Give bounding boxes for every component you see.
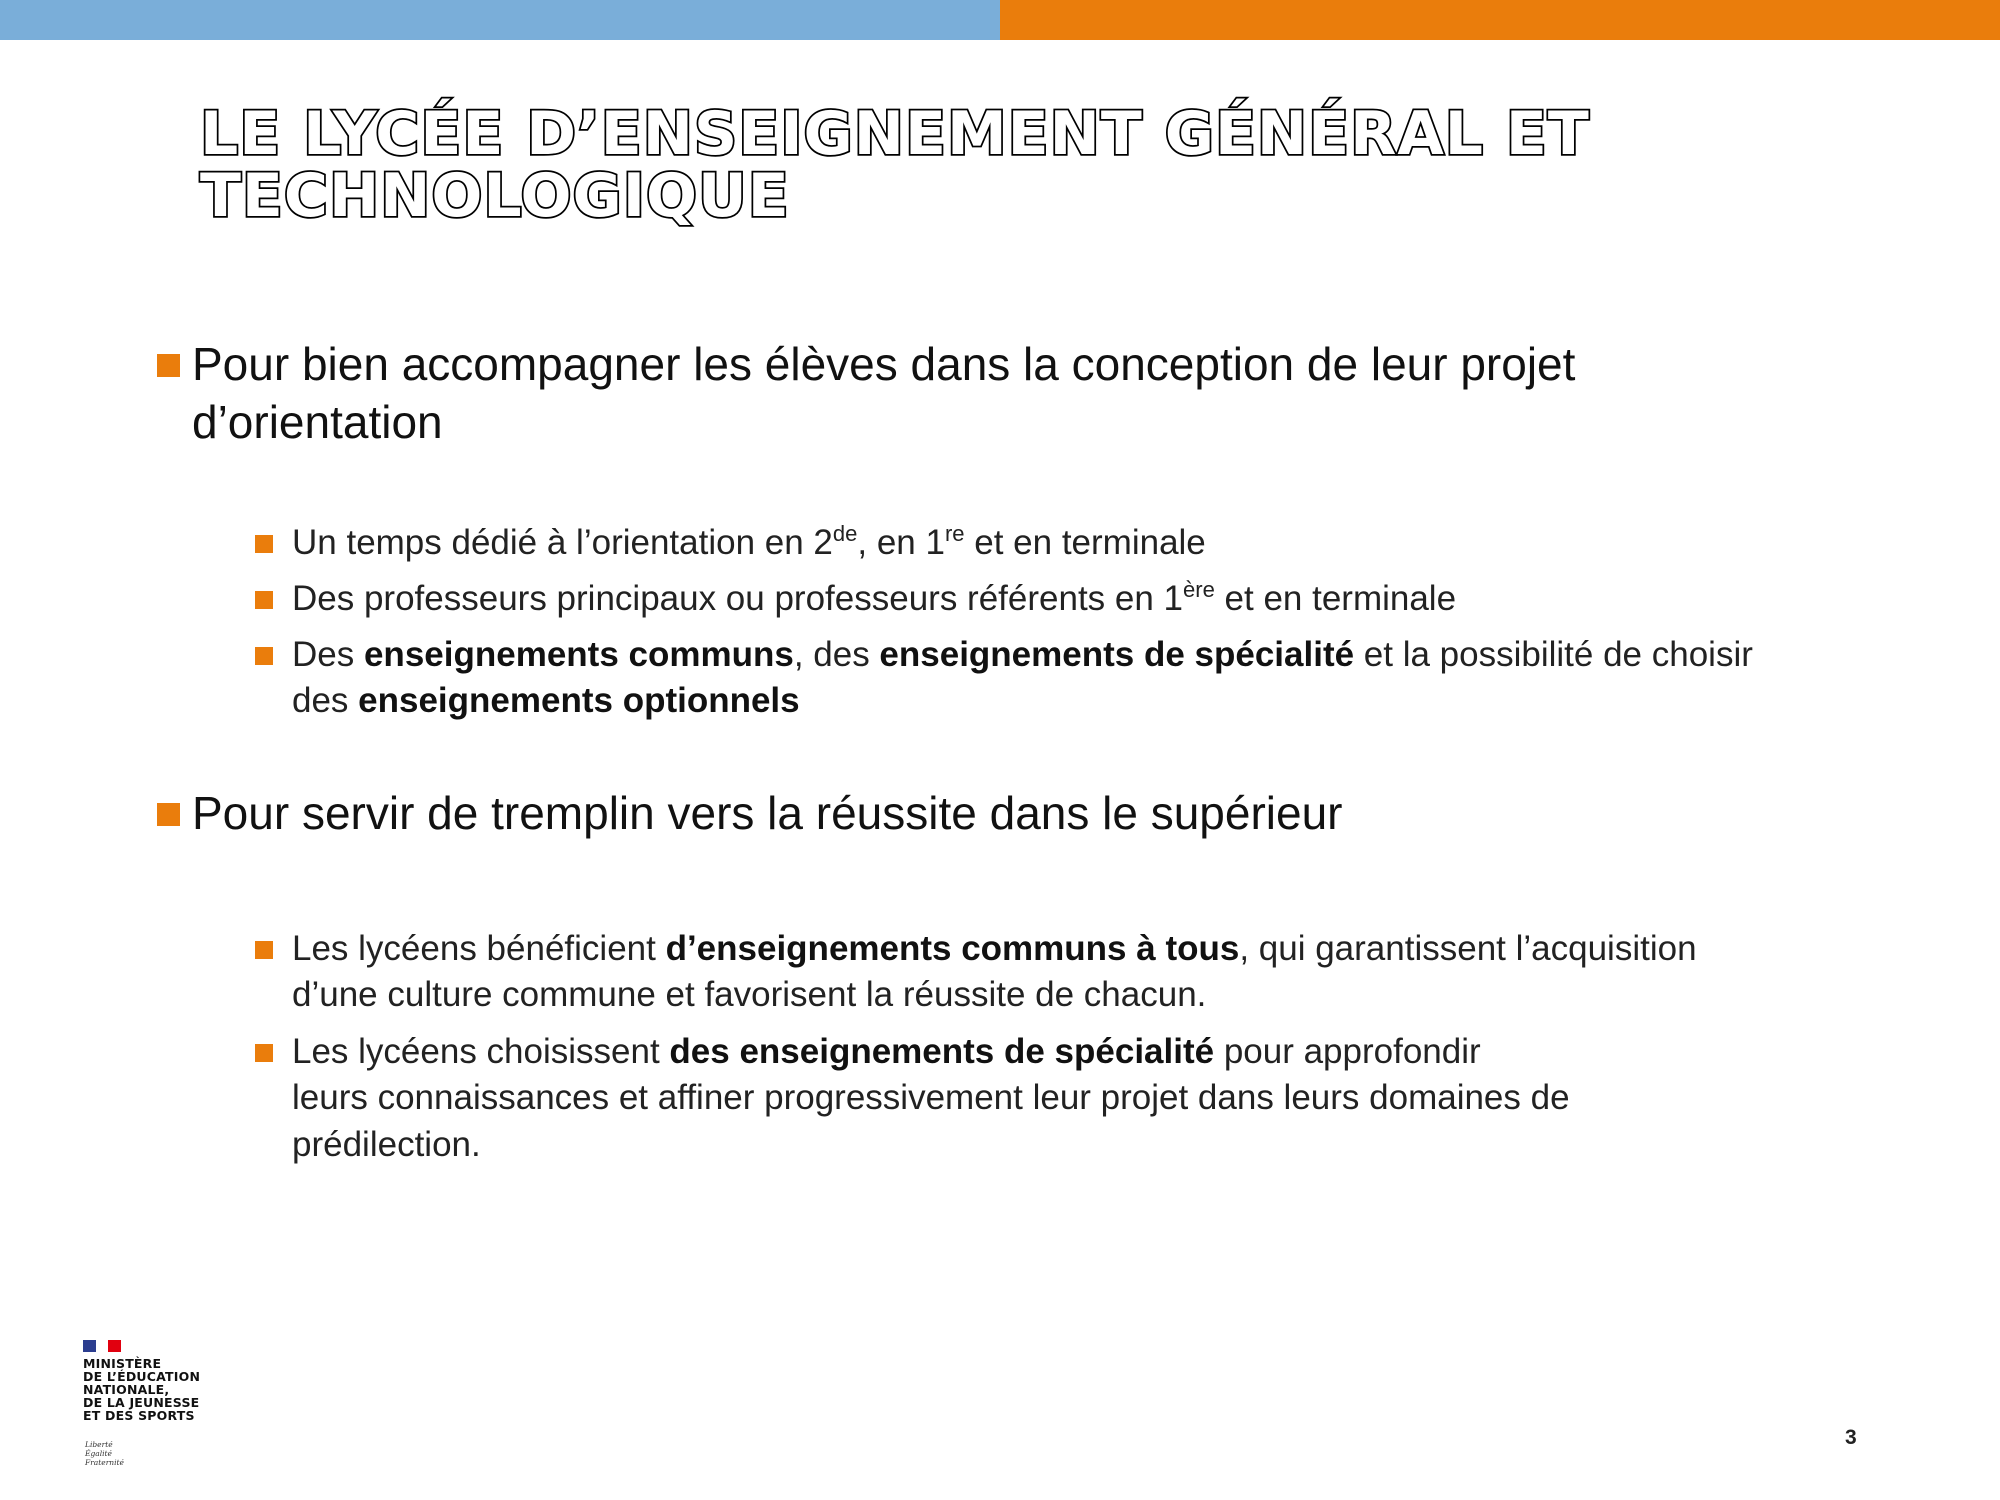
text-run: des: [292, 681, 359, 720]
text-run: Un temps dédié à l’orientation en 2: [292, 523, 833, 562]
ministry-name-line: ET DES SPORTS: [83, 1408, 195, 1423]
ministry-name-line: NATIONALE,: [83, 1382, 170, 1397]
bullet-square-icon: [255, 535, 273, 553]
list-item-text: [292, 576, 1456, 622]
top-accent-bar-orange: [1000, 0, 2000, 40]
list-item-text: [292, 678, 800, 724]
list-item-text: prédilection.: [292, 1125, 481, 1164]
text-run: et en terminale: [1214, 579, 1457, 618]
superscript: re: [944, 521, 965, 546]
bullet-square-icon: [255, 941, 273, 959]
motto-line: Égalité: [85, 1449, 112, 1458]
slide-title: [200, 99, 1850, 231]
slide-title-line-1: LE LYCÉE D’ENSEIGNEMENT GÉNÉRAL ET: [200, 99, 1590, 169]
ministry-name-line: DE LA JEUNESSE: [83, 1395, 200, 1410]
ministry-name: [83, 1357, 200, 1422]
text-run: et en terminale: [964, 523, 1206, 562]
superscript: de: [832, 521, 858, 546]
text-run: Des: [292, 635, 364, 674]
bullet-square-icon: [157, 354, 180, 377]
text-run: pour approfondir: [1214, 1032, 1481, 1071]
list-item-text: leurs connaissances et affiner progressivement leur projet dans leurs domaines de: [292, 1078, 1570, 1117]
list-item-text: d’une culture commune et favorisent la réussite de chacun.: [292, 975, 1207, 1014]
french-flag-icon: [83, 1340, 121, 1352]
ministry-name-line: DE L’ÉDUCATION: [83, 1369, 201, 1384]
bold-text: enseignements de spécialité: [879, 635, 1355, 674]
slide-title-line-2: TECHNOLOGIQUE: [200, 161, 790, 231]
motto-line: Fraternité: [85, 1458, 124, 1467]
section1-heading-line-2: d’orientation: [192, 396, 443, 448]
bold-text: d’enseignements communs à tous: [665, 929, 1240, 968]
text-run: Les lycéens bénéficient: [292, 929, 666, 968]
text-run: Les lycéens choisissent: [292, 1032, 670, 1071]
bullet-square-icon: [157, 803, 180, 826]
bold-text: enseignements communs: [363, 635, 794, 674]
text-run: , des: [793, 635, 880, 674]
section1-heading-line-1: Pour bien accompagner les élèves dans la conception de leur projet: [192, 338, 1576, 390]
motto-line: Liberté: [85, 1440, 113, 1449]
text-run: et la possibilité de choisir: [1354, 635, 1753, 674]
bold-text: des enseignements de spécialité: [669, 1032, 1215, 1071]
list-item-text: [292, 1029, 1481, 1075]
list-item-text: [292, 926, 1697, 972]
bold-text: enseignements optionnels: [358, 681, 800, 720]
bullet-square-icon: [255, 647, 273, 665]
bullet-square-icon: [255, 1044, 273, 1062]
list-item-text: [292, 520, 1206, 566]
text-run: , en 1: [857, 523, 945, 562]
ministry-logo: [83, 1340, 233, 1465]
ministry-name-line: MINISTÈRE: [83, 1356, 162, 1371]
republic-motto: [85, 1440, 124, 1467]
text-run: , qui garantissent l’acquisition: [1239, 929, 1697, 968]
list-item-text: [292, 632, 1753, 678]
text-run: Des professeurs principaux ou professeurs référents en 1: [292, 579, 1184, 618]
page-number: 3: [1845, 1426, 1857, 1449]
top-accent-bar-blue: [0, 0, 1000, 40]
bullet-square-icon: [255, 591, 273, 609]
superscript: ère: [1183, 577, 1215, 602]
section2-heading-text: Pour servir de tremplin vers la réussite dans le supérieur: [192, 787, 1343, 839]
